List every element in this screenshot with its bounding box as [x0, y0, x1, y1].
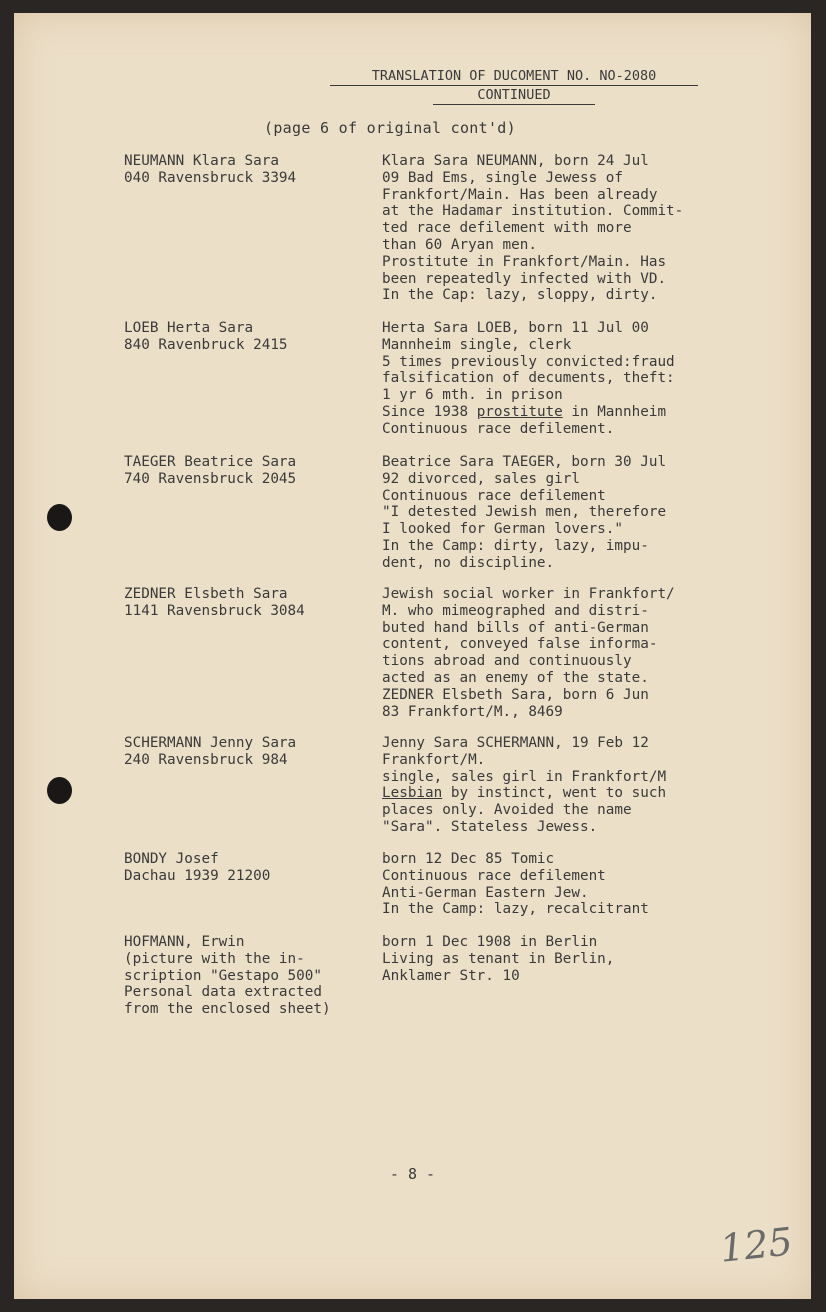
entry-description: Jenny Sara SCHERMANN, 19 Feb 12 Frankfort/M. single, sales girl in Frankfort/M Lesbian by instinct, went to such places only. Avoided the name "Sara". Stateless Jewess.	[382, 735, 667, 835]
underlined-word: prostitute	[476, 403, 563, 420]
entry-name: HOFMANN, Erwin (picture with the in- scription "Gestapo 500" Personal data extracted from the enclosed sheet)	[124, 934, 331, 1018]
entry-description: Herta Sara LOEB, born 11 Jul 00 Mannheim single, clerk 5 times previously convicted:fraud falsification of decuments, theft: 1 yr 6 mth. in prison Since 1938 prostitute in Mannheim Continuous race defilement.	[382, 320, 675, 437]
entry-name: NEUMANN Klara Sara 040 Ravensbruck 3394	[124, 153, 297, 186]
document-header	[330, 68, 698, 105]
punch-hole	[47, 504, 72, 531]
document-page	[14, 13, 811, 1299]
page-number: - 8 -	[389, 1165, 436, 1183]
entry-description: born 1 Dec 1908 in Berlin Living as tenant in Berlin, Anklamer Str. 10	[382, 934, 615, 984]
underlined-word: Lesbian	[382, 785, 443, 802]
entry-description: Jewish social worker in Frankfort/ M. who mimeographed and distri- buted hand bills of anti-German content, conveyed false informa- tions abroad and continuously acted as an enemy of the state. ZEDNER Elsbeth Sara, born 6 Jun 83 Frankfort/M., 8469	[382, 586, 675, 720]
punch-hole	[47, 777, 72, 804]
entry-name: LOEB Herta Sara 840 Ravenbruck 2415	[124, 320, 288, 353]
entry-name: ZEDNER Elsbeth Sara 1141 Ravensbruck 3084	[124, 586, 305, 619]
entry-description: Klara Sara NEUMANN, born 24 Jul 09 Bad Ems, single Jewess of Frankfort/Main. Has been already at the Hadamar institution. Commit- ted race defilement with more than 60 Aryan men. Prostitute in Frankfort/Main. Has been repeatedly infected with VD. In the Cap: lazy, sloppy, dirty.	[382, 153, 684, 304]
header-rule	[330, 85, 698, 86]
page-note: (page 6 of original cont'd)	[264, 119, 516, 137]
entry-name: BONDY Josef Dachau 1939 21200	[124, 851, 271, 884]
handwritten-page-number: 125	[717, 1219, 795, 1271]
entry-description: Beatrice Sara TAEGER, born 30 Jul 92 divorced, sales girl Continuous race defilement "I detested Jewish men, therefore I looked for German lovers." In the Camp: dirty, lazy, impu- dent, no discipline.	[382, 454, 667, 571]
entry-name: TAEGER Beatrice Sara 740 Ravensbruck 2045	[124, 454, 297, 487]
header-continued: CONTINUED	[433, 87, 594, 105]
header-title: TRANSLATION OF DUCOMENT NO. NO-2080	[371, 68, 657, 84]
entry-name: SCHERMANN Jenny Sara 240 Ravensbruck 984	[124, 735, 297, 768]
entry-description: born 12 Dec 85 Tomic Continuous race defilement Anti-German Eastern Jew. In the Camp: lazy, recalcitrant	[382, 851, 649, 918]
